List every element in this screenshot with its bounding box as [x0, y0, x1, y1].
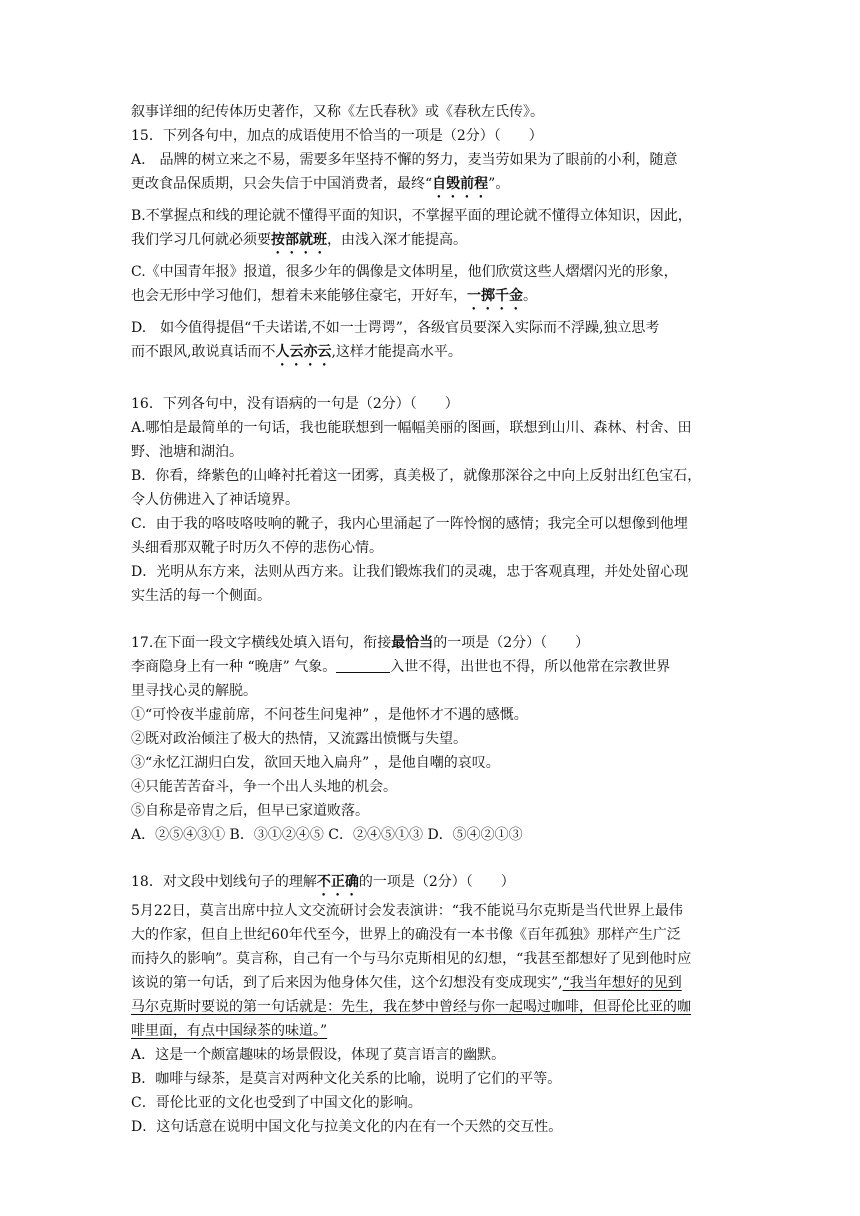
- q16-option-d: D．光明从东方来，法则从西方来。让我们锻炼我们的灵魂，忠于客观真理，并处处留心现: [131, 564, 689, 580]
- spacer: [131, 847, 731, 870]
- q15-option-d: D. 如今值得提倡“千夫诺诺,不如一士谔谔”，各级官员要深入实际而不浮躁,独立思考: [131, 320, 660, 336]
- q16-option-b: B．你看，绛紫色的山峰衬托着这一团雾，真美极了，就像那深谷之中向上反射出红色宝石，: [131, 468, 702, 484]
- question-15: [131, 124, 731, 369]
- q17-stem: [131, 631, 731, 655]
- spacer: [131, 608, 731, 631]
- q15-option-c: C.《中国青年报》报道，很多少年的偶像是文体明星，他们欣赏这些人熠熠闪光的形象，: [131, 264, 678, 280]
- q15-option-c-cont: [131, 284, 731, 313]
- q15-stem: 15．下列各句中，加点的成语使用不恰当的一项是（2分）（ ）: [131, 128, 543, 144]
- text: 我们学习几何就必须要: [131, 232, 271, 248]
- bold-emphasis: 最恰当: [391, 635, 434, 651]
- text: 的一项是（2分）（ ）: [358, 874, 515, 890]
- q16-option-b-cont: 令人仿佛进入了神话境界。: [131, 492, 299, 508]
- q15-option-d-cont: [131, 340, 731, 369]
- dotted-idiom: 一掷千金: [467, 288, 523, 304]
- q18-passage-line: [131, 971, 731, 995]
- q15-option-b-cont: [131, 228, 731, 257]
- q18-option-c: C．哥伦比亚的文化也受到了中国文化的影响。: [131, 1095, 422, 1111]
- dotted-idiom: 按部就班: [271, 232, 327, 248]
- q18-passage-line: 而持久的影响”。莫言称，自己有一个与马尔克斯相见的幻想，“我甚至都想好了见到他时应: [131, 951, 692, 967]
- q18-passage-line: 大的作家，但自上世纪60年代至今，世界上的确没有一本书像《百年孤独》那样产生广泛: [131, 927, 681, 943]
- text: 的一项是（2分）（ ）: [433, 635, 590, 651]
- q18-passage-line: 5月22日，莫言出席中拉人文交流研讨会发表演讲：“我不能说马尔克斯是当代世界上最伟: [131, 903, 683, 919]
- question-17: [131, 631, 731, 847]
- q17-sentence-1: ①“可怜夜半虚前席，不问苍生问鬼神” ，是他怀才不遇的感慨。: [131, 707, 528, 723]
- q17-sentence-5: ⑤自称是帝胄之后，但早已家道败落。: [131, 803, 369, 819]
- q16-option-c: C．由于我的咯吱咯吱响的靴子，我内心里涌起了一阵怜悯的感情；我完全可以想像到他埋: [131, 516, 688, 532]
- dotted-idiom: 自毁前程: [432, 176, 489, 192]
- text: 李商隐身上有一种 “晚唐” 气象。: [131, 659, 337, 675]
- q16-stem: 16．下列各句中，没有语病的一句是（2分）（ ）: [131, 396, 459, 412]
- fill-blank: [336, 658, 390, 673]
- q16-option-d-cont: 实生活的每一个侧面。: [131, 588, 271, 604]
- text: 17.在下面一段文字横线处填入语句，衔接: [131, 635, 392, 651]
- q16-option-c-cont: 头细看那双靴子时历久不停的悲伤心情。: [131, 540, 383, 556]
- dotted-emphasis: 不正确: [316, 874, 359, 890]
- q18-passage-line: [131, 995, 731, 1019]
- underlined-sentence: “我当年想好的见到: [562, 975, 682, 991]
- text: ,这样才能提高水平。: [331, 344, 462, 360]
- underlined-sentence: 啡里面，有点中国绿茶的味道。”: [131, 1023, 328, 1039]
- q15-option-b: B.不掌握点和线的理论就不懂得平面的知识，不掌握平面的理论就不懂得立体知识，因此，: [131, 208, 692, 224]
- text: 而不跟风,敢说真话而不: [131, 344, 276, 360]
- intro-line: 叙事详细的纪传体历史著作，又称《左氏春秋》或《春秋左氏传》。: [131, 104, 544, 120]
- text: ，由浅入深才能提高。: [327, 232, 467, 248]
- q15-option-a-cont: [131, 172, 731, 201]
- q17-sentence-2: ②既对政治倾注了极大的热情，又流露出愤慨与失望。: [131, 731, 467, 747]
- q17-sentence-3: ③“永忆江湖归白发，欲回天地入扁舟” ，是他自嘲的哀叹。: [131, 755, 500, 771]
- q17-passage-cont: 里寻找心灵的解脱。: [131, 683, 257, 699]
- dotted-idiom: 人云亦云: [275, 344, 332, 360]
- document-page: [131, 100, 731, 1139]
- question-16: [131, 392, 731, 608]
- text: ”。: [488, 176, 510, 192]
- text: 该说的第一句话，到了后来因为他身体欠佳，这个幻想没有变成现实”,: [131, 975, 563, 991]
- q18-option-b: B．咖啡与绿茶，是莫言对两种文化关系的比喻，说明了它们的平等。: [131, 1071, 562, 1087]
- q17-passage: [131, 655, 731, 679]
- q18-passage-line: [131, 1019, 731, 1043]
- q16-option-a: A.哪怕是最简单的一句话，我也能联想到一幅幅美丽的图画，联想到山川、森林、村舍、田: [131, 420, 692, 436]
- q17-sentence-4: ④只能苦苦奋斗，争一个出人头地的机会。: [131, 779, 397, 795]
- q16-option-a-cont: 野、池塘和湖泊。: [131, 444, 243, 460]
- text: 也会无形中学习他们，想着未来能够住豪宅，开好车，: [131, 288, 467, 304]
- question-18: [131, 870, 731, 1139]
- text: 更改食品保质期，只会失信于中国消费者，最终“: [131, 176, 433, 192]
- text: 。: [523, 288, 537, 304]
- q18-option-a: A．这是一个颇富趣味的场景假设，体现了莫言语言的幽默。: [131, 1047, 506, 1063]
- q18-option-d: D．这句话意在说明中国文化与拉美文化的内在有一个天然的交互性。: [131, 1119, 563, 1135]
- q18-stem: [131, 870, 731, 899]
- text: 18．对文段中划线句子的理解: [131, 874, 317, 890]
- spacer: [131, 369, 731, 392]
- underlined-sentence: 马尔克斯时要说的第一句话就是：先生，我在梦中曾经与你一起喝过咖啡，但哥伦比亚的咖: [131, 999, 691, 1015]
- q15-option-a: A. 品牌的树立来之不易，需要多年坚持不懈的努力，麦当劳如果为了眼前的小利，随意: [131, 152, 678, 168]
- q17-answer-choices: A．②⑤④③① B．③①②④⑤ C．②④⑤①③ D．⑤④②①③: [131, 827, 523, 843]
- text: 入世不得，出世也不得，所以他常在宗教世界: [390, 659, 671, 675]
